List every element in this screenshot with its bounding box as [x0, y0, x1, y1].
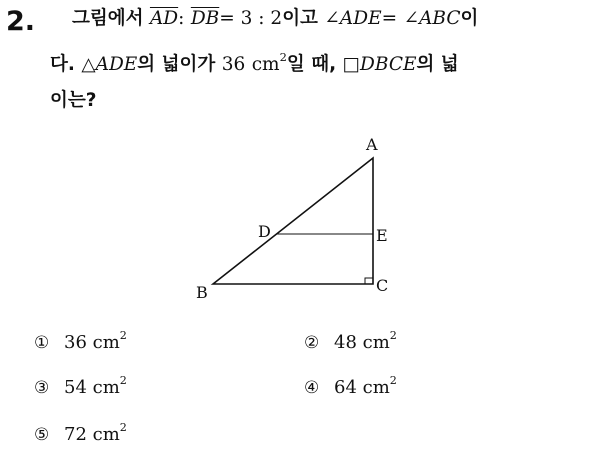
choice-exponent: 2	[119, 328, 127, 342]
text-segment: 이	[460, 8, 479, 29]
choice-number: ⑤	[34, 425, 50, 445]
segment-ad: $\overline{AD}$	[149, 8, 179, 29]
choice-1[interactable]	[34, 330, 127, 356]
triangle-figure	[185, 128, 405, 303]
choice-exponent: 2	[389, 373, 397, 387]
triangle-ade: △ADE	[81, 54, 138, 75]
label-d: D	[258, 222, 271, 241]
choice-unit: cm	[362, 332, 390, 353]
choice-number: ①	[34, 333, 50, 353]
question-line-2	[50, 50, 459, 80]
area-unit: cm	[251, 54, 280, 75]
area-value: 36	[221, 54, 246, 75]
text-segment: 그림에서	[72, 8, 144, 29]
question-line-1	[72, 4, 478, 34]
choice-unit: cm	[362, 377, 390, 398]
choice-unit: cm	[92, 424, 120, 445]
label-b: B	[196, 283, 208, 302]
choice-value: 48	[334, 332, 357, 353]
triangle-abc	[213, 158, 373, 284]
area-exponent: 2	[279, 49, 287, 64]
choice-number: ④	[304, 378, 320, 398]
choice-value: 64	[334, 377, 357, 398]
choice-unit: cm	[92, 332, 120, 353]
text-segment: 의 넓이가	[137, 54, 216, 75]
question-number: 2.	[6, 6, 36, 37]
angle-ade: ∠ADE	[324, 8, 382, 29]
choice-value: 72	[64, 424, 87, 445]
ratio-colon: :	[178, 8, 185, 29]
equals-sign: =	[381, 8, 398, 29]
choice-exponent: 2	[119, 373, 127, 387]
label-c: C	[376, 276, 389, 295]
text-segment: 의 넓	[416, 54, 459, 75]
label-e: E	[376, 226, 388, 245]
text-segment: 다.	[50, 54, 75, 75]
choice-exponent: 2	[389, 328, 397, 342]
right-angle-mark	[365, 278, 373, 284]
choice-2[interactable]	[304, 330, 397, 356]
choice-4[interactable]	[304, 375, 397, 401]
choice-exponent: 2	[119, 420, 127, 434]
choice-number: ③	[34, 378, 50, 398]
label-a: A	[366, 135, 378, 154]
angle-abc: ∠ABC	[403, 8, 461, 29]
choice-value: 54	[64, 377, 87, 398]
choice-3[interactable]	[34, 375, 127, 401]
choice-number: ②	[304, 333, 320, 353]
choice-unit: cm	[92, 377, 120, 398]
ratio-value: = 3 : 2	[219, 8, 283, 29]
quadrilateral-dbce: □DBCE	[342, 54, 417, 75]
text-segment: 일 때,	[286, 54, 337, 75]
choice-value: 36	[64, 332, 87, 353]
segment-db: $\overline{DB}$	[190, 8, 220, 29]
question-line-3: 이는?	[50, 90, 97, 111]
text-segment: 이고	[282, 8, 318, 29]
choice-5[interactable]	[34, 422, 127, 448]
